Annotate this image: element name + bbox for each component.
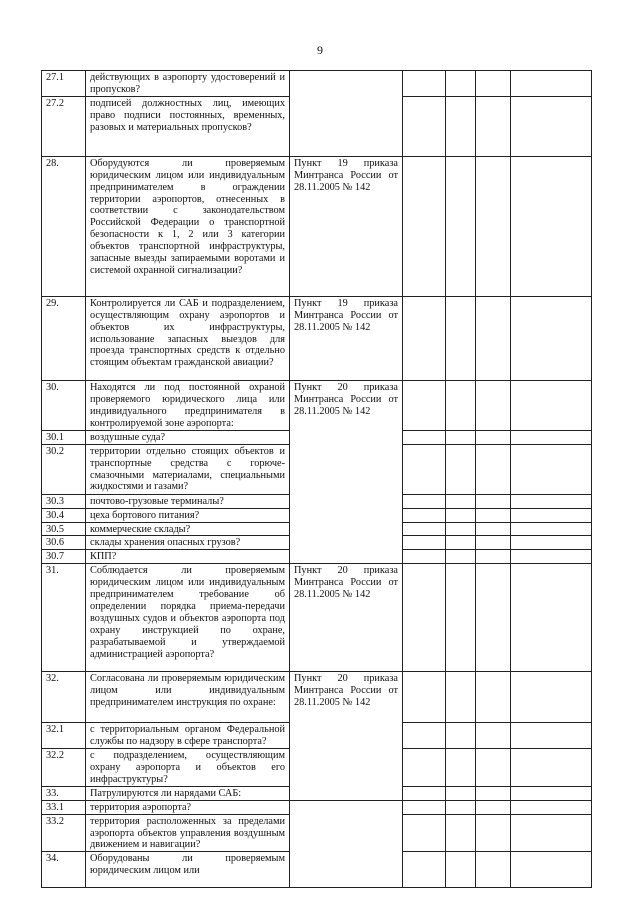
answer-na-cell[interactable]: [476, 536, 511, 550]
comment-cell[interactable]: [511, 800, 592, 814]
answer-no-cell[interactable]: [446, 723, 476, 749]
item-question: территория аэропорта?: [86, 800, 290, 814]
answer-na-cell[interactable]: [476, 494, 511, 508]
item-question: коммерческие склады?: [86, 522, 290, 536]
item-number: 31.: [42, 564, 86, 672]
answer-na-cell[interactable]: [476, 786, 511, 800]
comment-cell[interactable]: [511, 852, 592, 888]
answer-yes-cell[interactable]: [403, 564, 446, 672]
answer-yes-cell[interactable]: [403, 749, 446, 787]
comment-cell[interactable]: [511, 522, 592, 536]
answer-na-cell[interactable]: [476, 71, 511, 97]
comment-cell[interactable]: [511, 296, 592, 380]
answer-yes-cell[interactable]: [403, 71, 446, 97]
answer-yes-cell[interactable]: [403, 96, 446, 156]
item-question: Оборудуются ли проверяемым юридическим лицом или индивидуальным предпринимателем в ограждении территории аэропортов, отнесенных в соответствии с законодательством Российской Федерации о транспортной безопасности к 1, 2 или 3 категории объектов транспортной инфраструктуры, запасные выезды запираемыми воротами и системой охранной сигнализации?: [86, 156, 290, 296]
item-reference: Пункт 20 приказа Минтранса России от 28.11.2005 № 142: [290, 380, 403, 563]
answer-na-cell[interactable]: [476, 380, 511, 430]
item-question: Находятся ли под постоянной охраной проверяемого юридического лица или индивидуального предпринимателя в контролируемой зоне аэропорта:: [86, 380, 290, 430]
answer-na-cell[interactable]: [476, 444, 511, 494]
item-question: действующих в аэропорту удостоверений и пропусков?: [86, 71, 290, 97]
item-number: 30.: [42, 380, 86, 430]
item-question: почтово-грузовые терминалы?: [86, 494, 290, 508]
comment-cell[interactable]: [511, 430, 592, 444]
item-reference: [290, 71, 403, 157]
item-number: 30.3: [42, 494, 86, 508]
item-number: 30.1: [42, 430, 86, 444]
answer-no-cell[interactable]: [446, 852, 476, 888]
item-reference: [290, 800, 403, 888]
answer-yes-cell[interactable]: [403, 800, 446, 814]
answer-yes-cell[interactable]: [403, 444, 446, 494]
answer-yes-cell[interactable]: [403, 522, 446, 536]
answer-yes-cell[interactable]: [403, 296, 446, 380]
item-number: 33.: [42, 786, 86, 800]
answer-yes-cell[interactable]: [403, 430, 446, 444]
item-question: Согласована ли проверяемым юридическим лицом или индивидуальным предпринимателем инструкция по охране:: [86, 672, 290, 723]
table-row: [42, 380, 592, 430]
comment-cell[interactable]: [511, 550, 592, 564]
comment-cell[interactable]: [511, 749, 592, 787]
comment-cell[interactable]: [511, 508, 592, 522]
answer-na-cell[interactable]: [476, 672, 511, 723]
table-row: [42, 156, 592, 296]
answer-no-cell[interactable]: [446, 444, 476, 494]
answer-no-cell[interactable]: [446, 800, 476, 814]
item-number: 30.2: [42, 444, 86, 494]
checklist-table: [41, 70, 592, 888]
answer-no-cell[interactable]: [446, 494, 476, 508]
answer-yes-cell[interactable]: [403, 494, 446, 508]
answer-na-cell[interactable]: [476, 550, 511, 564]
answer-na-cell[interactable]: [476, 430, 511, 444]
answer-na-cell[interactable]: [476, 96, 511, 156]
answer-no-cell[interactable]: [446, 71, 476, 97]
answer-no-cell[interactable]: [446, 672, 476, 723]
answer-na-cell[interactable]: [476, 156, 511, 296]
comment-cell[interactable]: [511, 71, 592, 97]
answer-na-cell[interactable]: [476, 508, 511, 522]
answer-yes-cell[interactable]: [403, 814, 446, 852]
item-question: территория расположенных за пределами аэропорта объектов управления воздушным движением и навигации?: [86, 814, 290, 852]
comment-cell[interactable]: [511, 564, 592, 672]
answer-yes-cell[interactable]: [403, 508, 446, 522]
comment-cell[interactable]: [511, 814, 592, 852]
answer-na-cell[interactable]: [476, 296, 511, 380]
comment-cell[interactable]: [511, 536, 592, 550]
item-number: 32.: [42, 672, 86, 723]
item-question: Патрулируются ли нарядами САБ:: [86, 786, 290, 800]
item-reference: Пункт 20 приказа Минтранса России от 28.11.2005 № 142: [290, 672, 403, 800]
answer-yes-cell[interactable]: [403, 550, 446, 564]
answer-na-cell[interactable]: [476, 852, 511, 888]
item-number: 32.2: [42, 749, 86, 787]
answer-yes-cell[interactable]: [403, 156, 446, 296]
item-question: территории отдельно стоящих объектов и транспортные средства с горюче-смазочными материалами, специальными жидкостями и газами?: [86, 444, 290, 494]
page-number: 9: [317, 43, 323, 57]
item-reference: Пункт 19 приказа Минтранса России от 28.11.2005 № 142: [290, 296, 403, 380]
table-row: [42, 296, 592, 380]
item-number: 27.2: [42, 96, 86, 156]
answer-no-cell[interactable]: [446, 430, 476, 444]
answer-no-cell[interactable]: [446, 96, 476, 156]
item-question: с подразделением, осуществляющим охрану аэропорта и объектов его инфраструктуры?: [86, 749, 290, 787]
item-number: 29.: [42, 296, 86, 380]
comment-cell[interactable]: [511, 380, 592, 430]
answer-yes-cell[interactable]: [403, 380, 446, 430]
item-question: Контролируется ли САБ и подразделением, осуществляющим охрану аэропортов и объектов их инфраструктуры, использование запасных выездов для проезда транспортных средств к отдельно стоящим объектам гражданской авиации?: [86, 296, 290, 380]
answer-na-cell[interactable]: [476, 749, 511, 787]
answer-yes-cell[interactable]: [403, 536, 446, 550]
item-number: 33.1: [42, 800, 86, 814]
item-question: Оборудованы ли проверяемым юридическим лицом или: [86, 852, 290, 888]
answer-no-cell[interactable]: [446, 536, 476, 550]
item-reference: Пункт 19 приказа Минтранса России от 28.11.2005 № 142: [290, 156, 403, 296]
item-number: 33.2: [42, 814, 86, 852]
comment-cell[interactable]: [511, 672, 592, 723]
answer-no-cell[interactable]: [446, 380, 476, 430]
item-number: 30.7: [42, 550, 86, 564]
item-question: Соблюдается ли проверяемым юридическим лицом или индивидуальным предпринимателем требование об определении порядка приема-передачи воздушных судов и объектов аэропорта под охрану инструкцией по охране, разрабатываемой и утверждаемой администрацией аэропорта?: [86, 564, 290, 672]
item-question: подписей должностных лиц, имеющих право подписи постоянных, временных, разовых и материальных пропусков?: [86, 96, 290, 156]
table-row: [42, 71, 592, 97]
answer-no-cell[interactable]: [446, 296, 476, 380]
answer-no-cell[interactable]: [446, 749, 476, 787]
item-number: 30.5: [42, 522, 86, 536]
answer-no-cell[interactable]: [446, 156, 476, 296]
answer-na-cell[interactable]: [476, 800, 511, 814]
answer-yes-cell[interactable]: [403, 723, 446, 749]
answer-no-cell[interactable]: [446, 550, 476, 564]
comment-cell[interactable]: [511, 444, 592, 494]
item-question: воздушные суда?: [86, 430, 290, 444]
comment-cell[interactable]: [511, 723, 592, 749]
table-row: [42, 800, 592, 814]
item-reference: Пункт 20 приказа Минтранса России от 28.11.2005 № 142: [290, 564, 403, 672]
item-question: с территориальным органом Федеральной службы по надзору в сфере транспорта?: [86, 723, 290, 749]
answer-yes-cell[interactable]: [403, 786, 446, 800]
comment-cell[interactable]: [511, 156, 592, 296]
item-number: 30.4: [42, 508, 86, 522]
table-row: [42, 672, 592, 723]
item-number: 34.: [42, 852, 86, 888]
item-question: цеха бортового питания?: [86, 508, 290, 522]
item-number: 32.1: [42, 723, 86, 749]
answer-na-cell[interactable]: [476, 723, 511, 749]
item-number: 27.1: [42, 71, 86, 97]
item-number: 28.: [42, 156, 86, 296]
answer-no-cell[interactable]: [446, 522, 476, 536]
answer-no-cell[interactable]: [446, 786, 476, 800]
comment-cell[interactable]: [511, 494, 592, 508]
answer-na-cell[interactable]: [476, 814, 511, 852]
answer-no-cell[interactable]: [446, 508, 476, 522]
answer-yes-cell[interactable]: [403, 672, 446, 723]
answer-yes-cell[interactable]: [403, 852, 446, 888]
answer-no-cell[interactable]: [446, 564, 476, 672]
item-number: 30.6: [42, 536, 86, 550]
comment-cell[interactable]: [511, 786, 592, 800]
item-question: КПП?: [86, 550, 290, 564]
comment-cell[interactable]: [511, 96, 592, 156]
answer-no-cell[interactable]: [446, 814, 476, 852]
table-row: [42, 564, 592, 672]
answer-na-cell[interactable]: [476, 522, 511, 536]
item-question: склады хранения опасных грузов?: [86, 536, 290, 550]
answer-na-cell[interactable]: [476, 564, 511, 672]
